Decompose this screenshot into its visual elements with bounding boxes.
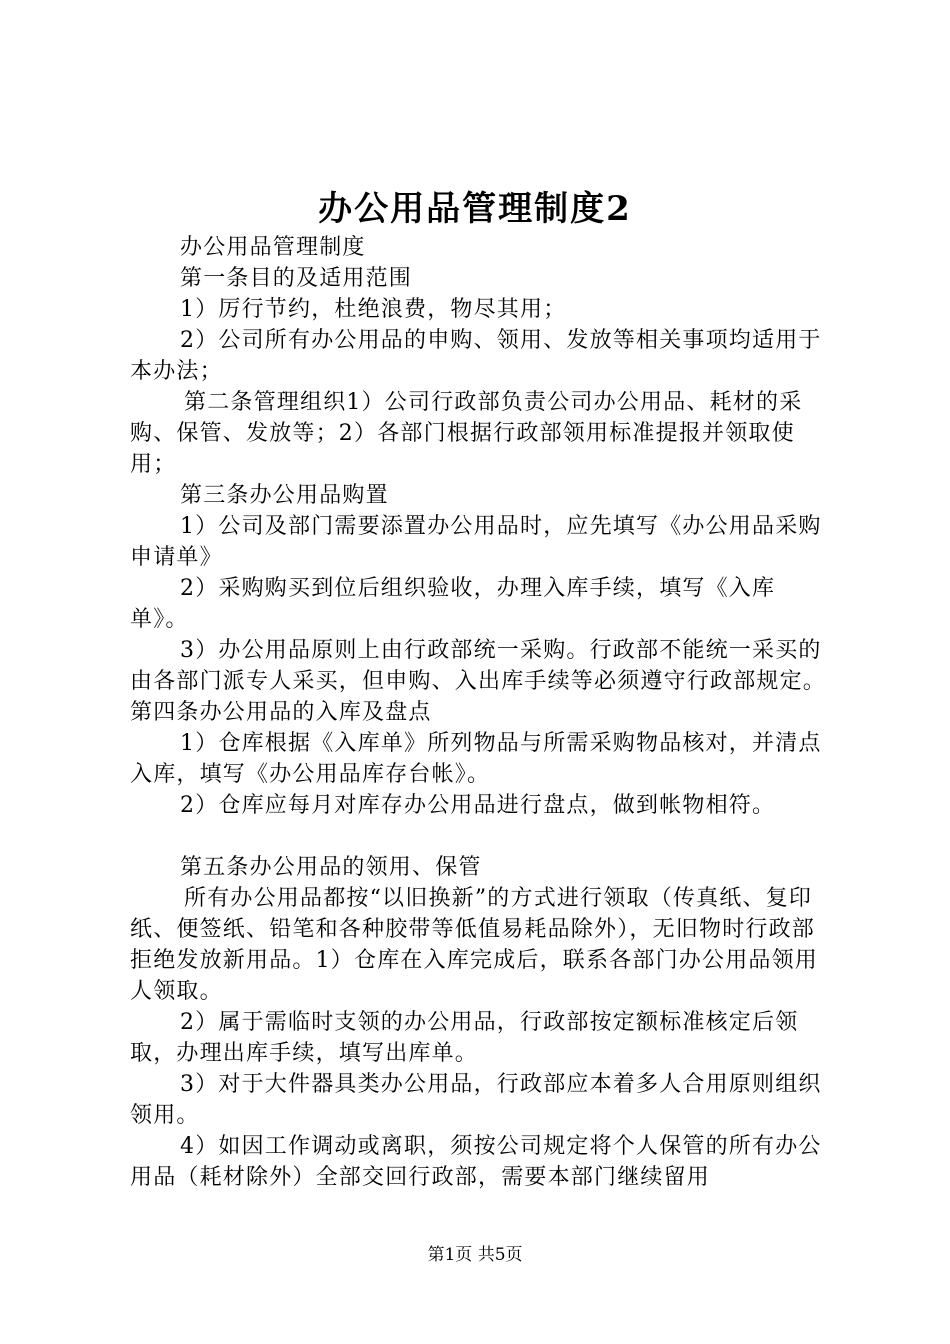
paragraph: 2）采购购买到位后组织验收，办理入库手续，填写《入库单》。 xyxy=(130,576,776,632)
page-footer: 第1页 共5页 xyxy=(427,1245,523,1265)
paragraph: 4）如因工作调动或离职，须按公司规定将个人保管的所有办公用品（耗材除外）全部交回行政部，需要本部门继续留用 xyxy=(130,1134,822,1190)
paragraph: 2）仓库应每月对库存办公用品进行盘点，做到帐物相符。 xyxy=(180,793,776,818)
paragraph: 2）属于需临时支领的办公用品，行政部按定额标准核定后领取，办理出库手续，填写出库单。 xyxy=(130,1010,799,1066)
paragraph: 1）公司及部门需要添置办公用品时，应先填写《办公用品采购申请单》 xyxy=(130,514,822,570)
paragraph: 办公用品管理制度 xyxy=(180,235,366,260)
paragraph-spacer xyxy=(130,821,830,852)
paragraph: 第五条办公用品的领用、保管 xyxy=(180,855,482,880)
paragraph: 3）办公用品原则上由行政部统一采购。行政部不能统一采买的由各部门派专人采买，但申购、入出库手续等必须遵守行政部规定。第四条办公用品的入库及盘点 xyxy=(130,638,827,725)
paragraph: 第一条目的及适用范围 xyxy=(180,266,413,291)
document-title: 办公用品管理制度2 xyxy=(318,189,632,229)
paragraph: 所有办公用品都按“以旧换新”的方式进行领取（传真纸、复印纸、便签纸、铅笔和各种胶带等低值易耗品除外），无旧物时行政部拒绝发放新用品。1）仓库在入库完成后，联系各部门办公用品领用人领取。 xyxy=(130,886,818,1004)
paragraph: 1）厉行节约，杜绝浪费，物尽其用； xyxy=(180,297,567,322)
paragraph: 第三条办公用品购置 xyxy=(180,483,389,508)
paragraph: 第二条管理组织1）公司行政部负责公司办公用品、耗材的采购、保管、发放等；2）各部门根据行政部领用标准提报并领取使用； xyxy=(130,390,803,477)
paragraph: 3）对于大件器具类办公用品，行政部应本着多人合用原则组织领用。 xyxy=(130,1072,822,1128)
paragraph: 2）公司所有办公用品的申购、领用、发放等相关事项均适用于本办法； xyxy=(130,328,822,384)
paragraph: 1）仓库根据《入库单》所列物品与所需采购物品核对，并清点入库，填写《办公用品库存台帐》。 xyxy=(130,731,822,787)
document-body xyxy=(130,232,830,1193)
